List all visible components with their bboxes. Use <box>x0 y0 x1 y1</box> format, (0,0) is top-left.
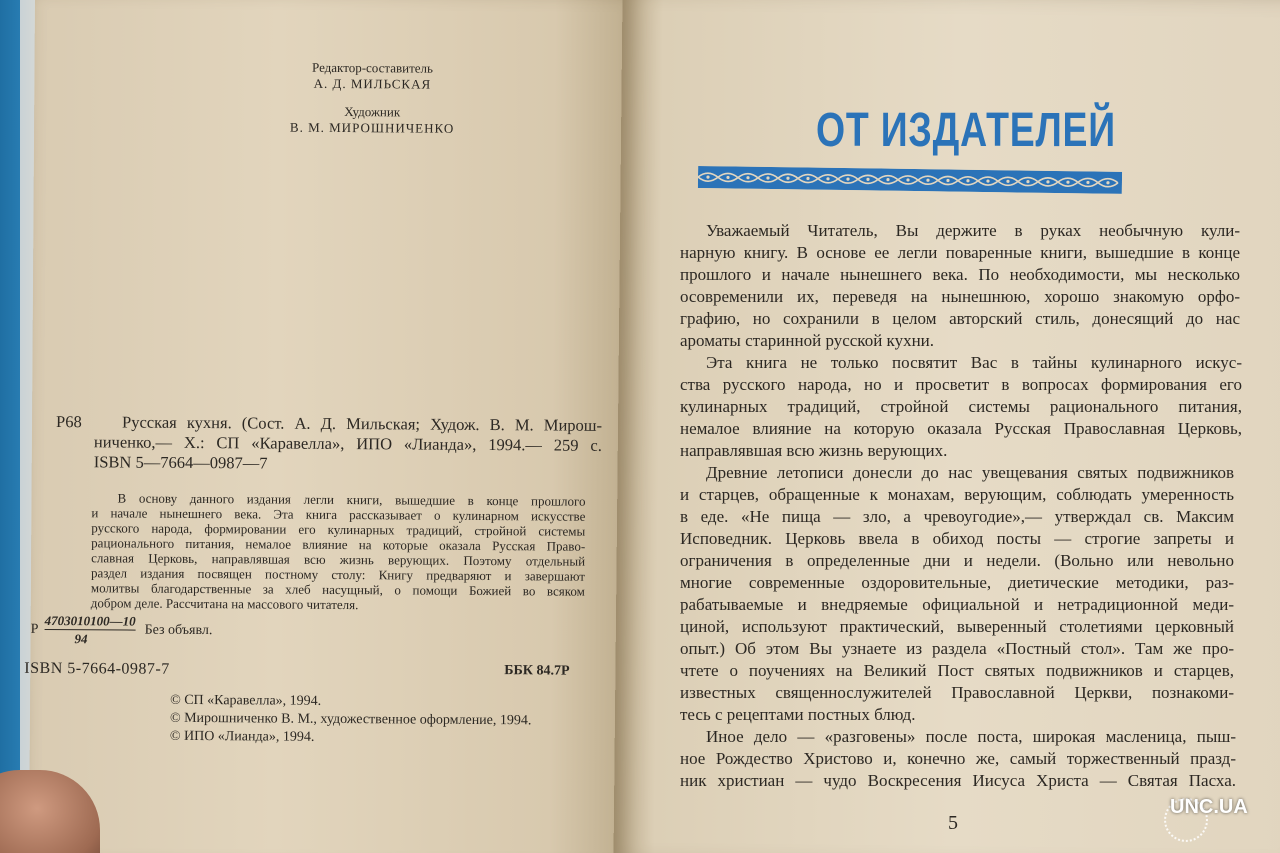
body-line: ное Рождество Христово и, конечно же, самый торжественный празд- <box>680 749 1236 768</box>
fraction-bottom: 94 <box>74 631 88 647</box>
body-line: графию, но сохранили в целом авторский стиль, донесящий до нас <box>680 309 1240 328</box>
body-line: ароматы старинной русской кухни. <box>680 331 935 350</box>
page-number: 5 <box>948 812 958 834</box>
bib-line-3: ISBN 5—7664—0987—7 <box>93 452 268 473</box>
body-line: Иное дело — «разговены» после поста, широкая масленица, пыш- <box>706 727 1236 746</box>
body-line: опыт.) Об этом Вы узнаете из раздела «Постный стол». Там же про- <box>680 639 1234 658</box>
price-note: Без объявл. <box>144 622 213 639</box>
bib-line-2: ниченко,— X.: СП «Каравелла», ИПО «Лианда», 1994.— 259 с. <box>93 432 602 455</box>
body-line: немалое влияние на которую оказала Русская Православная Церковь, <box>680 419 1242 438</box>
body-line: циной, используют практический, выверенный столетиями церковный <box>680 617 1234 636</box>
body-line: кулинарных традиций, стройной системы рационального питания, <box>680 397 1242 416</box>
body-line: в еде. «Не пища — зло, а чревоугодие»,— утверждал св. Максим <box>680 507 1234 526</box>
bib-code: Р68 <box>55 412 82 432</box>
annotation-line: В основу данного издания легли книги, вышедшие в конце прошлого <box>117 490 586 509</box>
annotation-line: раздел издания посвящен постному столу: Книгу предваряют и завершают <box>90 565 586 584</box>
body-line: прошлого и начале нынешнего века. По необходимости, мы несколько <box>680 265 1240 284</box>
bib-line-1: Русская кухня. (Сост. А. Д. Мильская; Худож. В. М. Мирош- <box>121 412 603 435</box>
body-line: Уважаемый Читатель, Вы держите в руках необычную кули- <box>706 221 1240 240</box>
isbn: ISBN 5-7664-0987-7 <box>24 659 170 678</box>
fraction-prefix: Р <box>30 621 39 637</box>
watermark: UNC.UA <box>1170 796 1248 818</box>
body-line: Исповедник. Церковь ввела в обиход посты — строгие запреты и <box>680 529 1234 548</box>
body-line: нарную книгу. В основе ее легли поваренные книги, вышедшие в конце <box>680 243 1240 262</box>
annotation-line: добром деле. Рассчитана на массового читателя. <box>90 595 359 613</box>
annotation-line: и начале нынешнего века. Эта книга рассказывает о кулинарном искусстве <box>91 505 586 524</box>
left-page <box>24 0 647 853</box>
body-line: ства русского народа, но и просветит в вопросах формирования его <box>680 375 1242 394</box>
editor-name: А. Д. МИЛЬСКАЯ <box>313 75 432 92</box>
body-line: многие современные оздоровительные, диетические методики, раз- <box>680 573 1234 592</box>
body-line: известных священнослужителей Православной Церкви, познакоми- <box>680 683 1234 702</box>
body-line: ограничения в определенные дни и недели. (Вольно или невольно <box>680 551 1234 570</box>
body-line: осовременили их, переведя на нынешнюю, хорошо знакомую орфо- <box>680 287 1240 306</box>
artist-name: В. М. МИРОШНИЧЕНКО <box>289 119 455 136</box>
body-line: ник христиан — чудо Воскресения Иисуса Христа — Святая Пасха. <box>680 771 1236 790</box>
page-title: ОТ ИЗДАТЕЛЕЙ <box>816 104 1116 157</box>
annotation-line: славная Церковь, направлявшая всю жизнь верующих. Поэтому отдельный <box>91 550 586 569</box>
editor-role: Редактор-составитель <box>311 59 434 76</box>
annotation-line: рационального питания, немалое влияние на которые оказала Русская Право- <box>91 535 586 554</box>
annotation-line: молитвы благодарственные за хлеб насущный, о помощи Божией во всяком <box>90 580 585 599</box>
body-line: рабатываемые и внедряемые официальной и нетрадиционной меди- <box>680 595 1234 614</box>
copyright-line: © СП «Каравелла», 1994. <box>170 692 322 709</box>
copyright-line: © Мирошниченко В. М., художественное оформление, 1994. <box>169 710 532 729</box>
copyright-line: © ИПО «Лианда», 1994. <box>169 728 315 745</box>
body-line: чтете о поучениях на Великий Пост святых подвижников и старцев, <box>680 661 1234 680</box>
body-line: тесь с рецептами постных блюд. <box>680 705 916 724</box>
body-line: Эта книга не только посвятит Вас в тайны кулинарного искус- <box>706 353 1242 372</box>
bbk: ББК 84.7Р <box>504 663 570 679</box>
body-line: и старцев, обращенные к монахам, верующим, соблюдать умеренность <box>680 485 1234 504</box>
annotation-line: русского народа, формировании его кулинарных традиций, стройной системы <box>91 520 586 539</box>
fraction-top: 4703010100—10 <box>44 612 136 629</box>
body-line: направлявшая всю жизнь верующих. <box>680 441 948 460</box>
artist-role: Художник <box>344 104 401 120</box>
body-line: Древние летописи донесли до нас увещевания святых подвижников <box>706 463 1234 482</box>
